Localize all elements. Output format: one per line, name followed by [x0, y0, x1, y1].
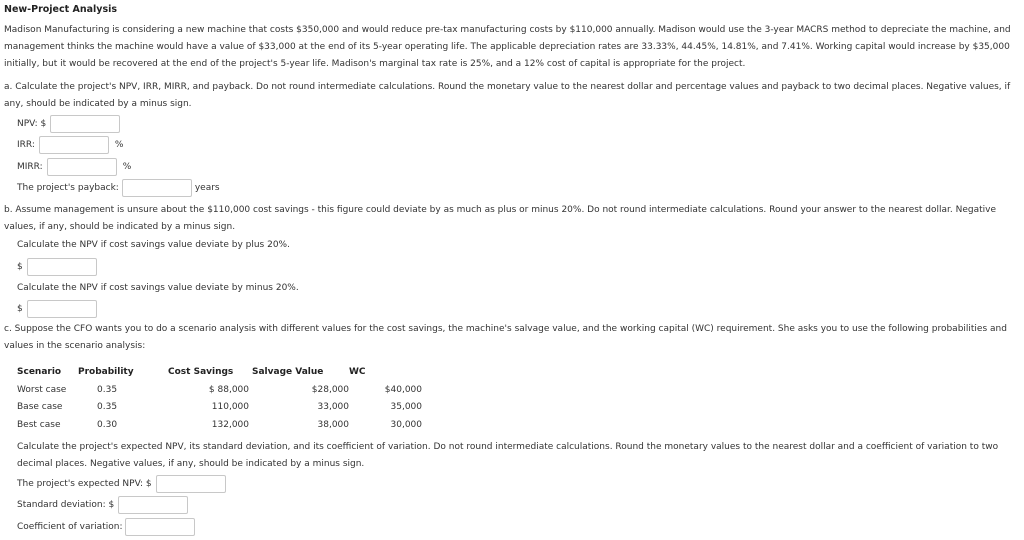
page-title: New-Project Analysis — [4, 4, 118, 15]
expected-npv-label: The project's expected NPV: $ — [17, 478, 152, 489]
cell-wc: 35,000 — [390, 402, 422, 413]
expected-npv-row — [17, 475, 226, 493]
header-salvage-value: Salvage Value — [252, 367, 324, 378]
payback-unit: years — [194, 182, 220, 193]
scenario-table — [17, 364, 422, 434]
header-cost-savings: Cost Savings — [168, 367, 234, 378]
expected-npv-input[interactable] — [156, 475, 226, 493]
irr-label: IRR: — [17, 139, 35, 150]
part-a-instructions: a. Calculate the project's NPV, IRR, MIRR, and payback. Do not round intermediate calculations. Round the monetary value to the nearest dollar and percentage values and payback to two decimal places. Negative values, if any, should be indicated by a minus sign. — [4, 82, 1011, 109]
std-dev-input[interactable] — [118, 496, 188, 514]
cell-cost-savings: 132,000 — [211, 419, 249, 430]
cell-scenario: Worst case — [17, 384, 67, 395]
part-b-instructions: b. Assume management is unsure about the $110,000 cost savings - this figure could deviate by as much as plus or minus 20%. Do not round intermediate calculations. Round your answer to the nearest dollar. Negative values, if any, should be indicated by a minus sign. — [4, 205, 997, 232]
cell-salvage-value: $28,000 — [311, 384, 349, 395]
header-scenario: Scenario — [17, 367, 62, 378]
npv-input[interactable] — [50, 115, 120, 133]
cell-scenario: Best case — [17, 419, 61, 430]
cv-row — [17, 518, 195, 536]
cell-probability: 0.35 — [97, 402, 118, 413]
part-c-followup: Calculate the project's expected NPV, its standard deviation, and its coefficient of variation. Do not round intermediate calculations. Round the monetary values to the nearest dollar and a coefficient of variation to two decimal places. Negative values, if any, should be indicated by a minus sign. — [17, 442, 999, 469]
payback-row — [17, 179, 220, 197]
irr-unit: % — [114, 139, 124, 150]
cell-probability: 0.35 — [97, 384, 118, 395]
cell-salvage-value: 33,000 — [317, 402, 349, 413]
cell-scenario: Base case — [17, 402, 63, 413]
npv-minus-input[interactable] — [27, 300, 97, 318]
cell-probability: 0.30 — [97, 419, 118, 430]
mirr-label: MIRR: — [17, 161, 43, 172]
irr-row — [17, 136, 123, 154]
npv-plus-prompt: Calculate the NPV if cost savings value deviate by plus 20%. — [17, 240, 290, 250]
payback-input[interactable] — [122, 179, 192, 197]
cell-cost-savings: $ 88,000 — [208, 384, 249, 395]
table-row — [17, 399, 422, 417]
npv-plus-row — [17, 258, 97, 276]
header-probability: Probability — [78, 367, 134, 378]
npv-minus-row — [17, 300, 97, 318]
cv-label: Coefficient of variation: — [17, 521, 123, 532]
cell-wc: 30,000 — [390, 419, 422, 430]
npv-row — [17, 115, 120, 133]
npv-minus-prompt: Calculate the NPV if cost savings value deviate by minus 20%. — [17, 283, 299, 293]
npv-label: NPV: $ — [17, 118, 47, 129]
mirr-input[interactable] — [47, 158, 117, 176]
irr-input[interactable] — [39, 136, 109, 154]
cv-input[interactable] — [125, 518, 195, 536]
part-c-instructions: c. Suppose the CFO wants you to do a scenario analysis with different values for the cost savings, the machine's salvage value, and the working capital (WC) requirement. She asks you to use the following probabilities and values in the scenario analysis: — [4, 324, 1007, 351]
cell-salvage-value: 38,000 — [317, 419, 349, 430]
payback-label: The project's payback: — [17, 182, 119, 193]
mirr-row — [17, 158, 131, 176]
table-row — [17, 417, 422, 435]
std-dev-row — [17, 496, 188, 514]
intro-paragraph: Madison Manufacturing is considering a new machine that costs $350,000 and would reduce pre-tax manufacturing costs by $110,000 annually. Madison would use the 3-year MACRS method to depreciate the machine, and management thinks the machine would have a value of $33,000 at the end of its 5-year operating life. The applicable depreciation rates are 33.33%, 44.45%, 14.81%, and 7.41%. Working capital would increase by $35,000 initially, but it would be recovered at the end of the project's 5-year life. Madison's marginal tax rate is 25%, and a 12% cost of capital is appropriate for the project. — [4, 25, 1011, 69]
table-header-row — [17, 364, 422, 382]
header-wc: WC — [349, 367, 366, 378]
npv-minus-currency: $ — [17, 303, 23, 314]
mirr-unit: % — [122, 161, 132, 172]
npv-plus-currency: $ — [17, 261, 23, 272]
table-row — [17, 382, 422, 400]
cell-cost-savings: 110,000 — [211, 402, 249, 413]
cell-wc: $40,000 — [384, 384, 422, 395]
npv-plus-input[interactable] — [27, 258, 97, 276]
std-dev-label: Standard deviation: $ — [17, 499, 115, 510]
